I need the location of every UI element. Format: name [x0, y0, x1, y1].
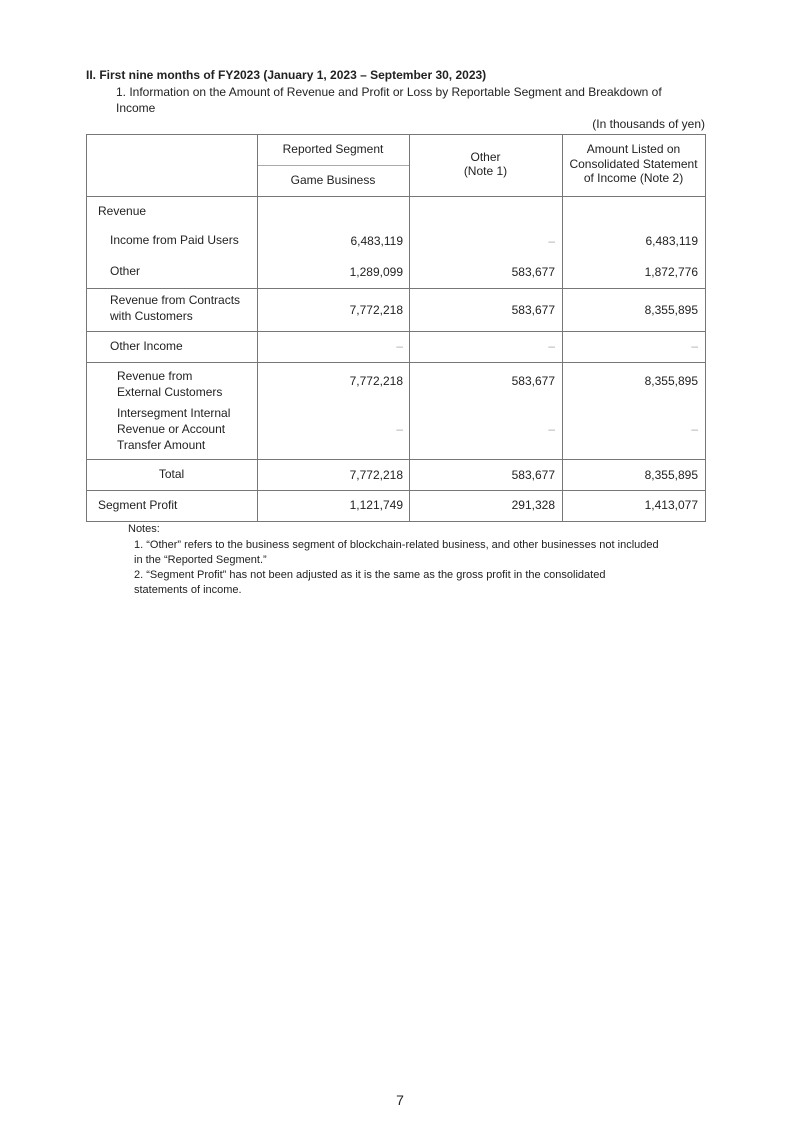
header-amount: Amount Listed on	[586, 142, 681, 156]
row-label: Total	[158, 467, 185, 481]
cell-other: 583,677	[511, 374, 555, 388]
cell-game: 7,772,218	[349, 374, 403, 388]
notes-heading: Notes:	[128, 523, 160, 535]
cell-other: –	[548, 339, 555, 353]
cell-total: –	[691, 422, 698, 436]
note-2-cont: statements of income.	[134, 584, 242, 596]
header-amount: Consolidated Statement	[569, 157, 698, 171]
row-label: Transfer Amount	[117, 438, 206, 452]
row-label: Revenue or Account	[117, 422, 226, 436]
row-label-revenue: Revenue	[98, 204, 147, 218]
row-label: Revenue from Contracts	[110, 293, 241, 307]
cell-game: –	[396, 339, 403, 353]
page-number: 7	[396, 1092, 404, 1108]
cell-game: 7,772,218	[349, 303, 403, 317]
section-title: II. First nine months of FY2023 (January 1, 2023 – September 30, 2023)	[86, 68, 487, 82]
header-other-note: (Note 1)	[463, 164, 508, 178]
cell-game: 1,121,749	[349, 498, 403, 512]
row-label: Other Income	[110, 339, 183, 353]
row-label: with Customers	[110, 309, 193, 323]
cell-total: 6,483,119	[645, 234, 698, 248]
row-label: External Customers	[117, 385, 223, 399]
cell-game: 6,483,119	[350, 234, 403, 248]
note-1: 1. “Other” refers to the business segment of blockchain-related business, and other businesses not included	[134, 539, 659, 551]
cell-other: 583,677	[511, 468, 555, 482]
cell-other: –	[548, 422, 555, 436]
cell-total: –	[691, 339, 698, 353]
header-reported-segment: Reported Segment	[282, 142, 384, 156]
row-label: Other	[110, 264, 141, 278]
cell-total: 8,355,895	[644, 303, 698, 317]
cell-other: 583,677	[511, 303, 555, 317]
header-amount: of Income (Note 2)	[583, 171, 684, 185]
cell-other: 291,328	[511, 498, 555, 512]
unit-note: (In thousands of yen)	[592, 117, 705, 131]
cell-game: –	[396, 422, 403, 436]
row-label: Segment Profit	[98, 498, 178, 512]
note-2: 2. “Segment Profit” has not been adjusted as it is the same as the gross profit in the consolidated	[134, 569, 606, 581]
subsection-title: 1. Information on the Amount of Revenue and Profit or Loss by Reportable Segment and Breakdown of	[116, 85, 662, 99]
subsection-title-cont: Income	[116, 101, 156, 115]
cell-game: 1,289,099	[349, 265, 403, 279]
row-label: Intersegment Internal	[117, 406, 231, 420]
header-game-business: Game Business	[290, 173, 376, 187]
cell-other: 583,677	[511, 265, 555, 279]
cell-total: 1,413,077	[644, 498, 698, 512]
row-label: Revenue from	[117, 369, 193, 383]
cell-game: 7,772,218	[349, 468, 403, 482]
cell-total: 1,872,776	[644, 265, 698, 279]
row-label: Income from Paid Users	[110, 233, 239, 247]
note-1-cont: in the “Reported Segment.”	[134, 554, 267, 566]
cell-total: 8,355,895	[644, 374, 698, 388]
cell-total: 8,355,895	[644, 468, 698, 482]
header-other: Other	[470, 150, 501, 164]
cell-other: –	[548, 234, 555, 248]
